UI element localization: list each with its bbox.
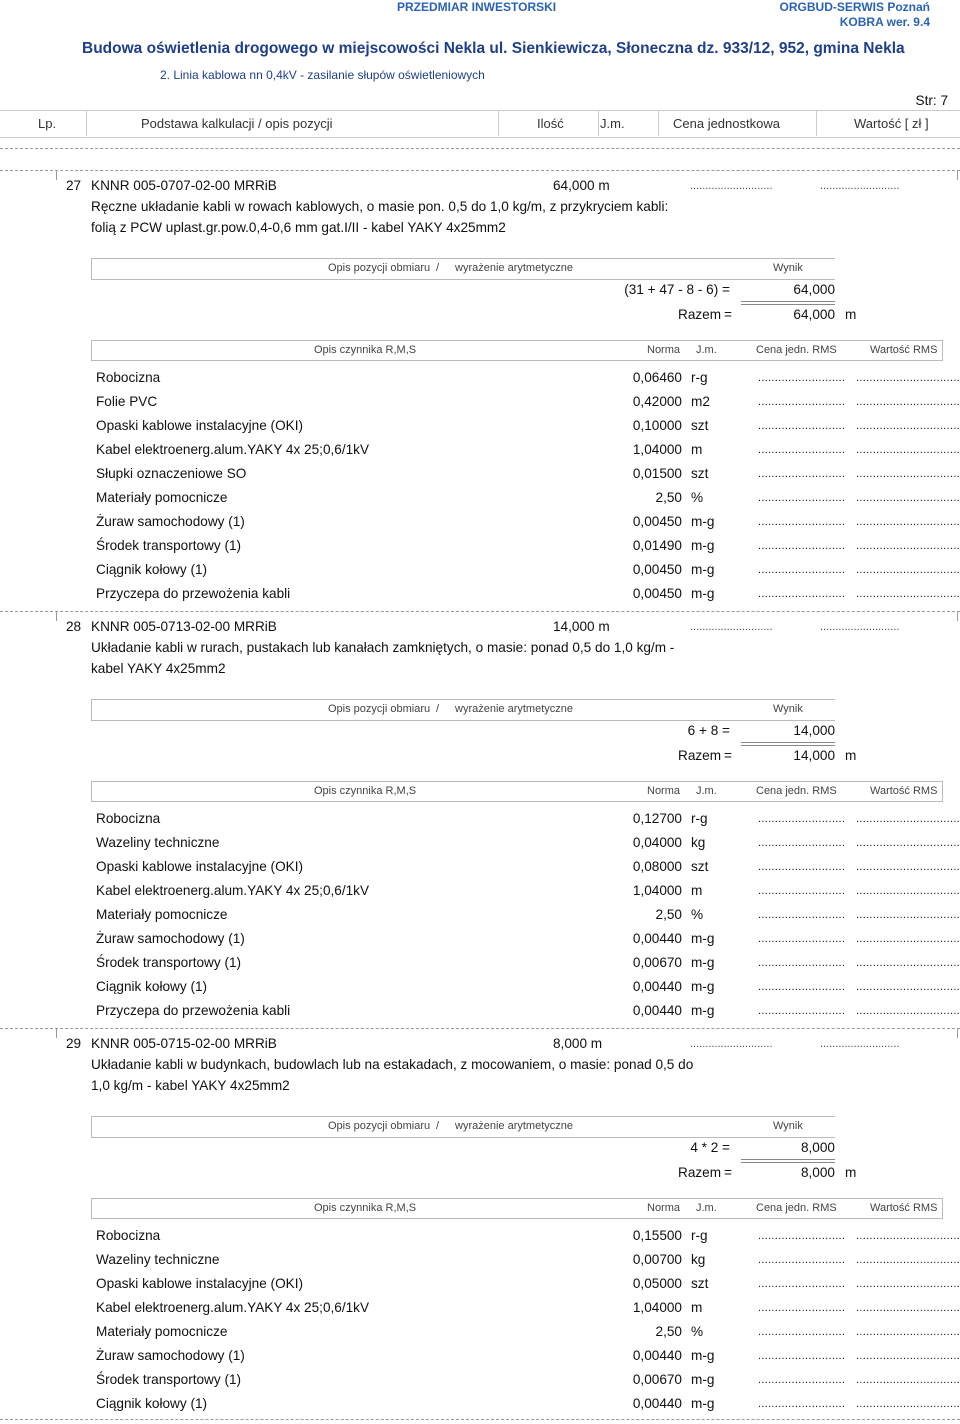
measure-hdr-slash: / [436,1120,440,1132]
factor-value-dots: ............................... [856,396,960,408]
factor-name: Wazeliny techniczne [96,835,220,850]
factor-norm: 1,04000 [632,442,682,457]
measure-hdr-slash: / [436,262,440,274]
measure-result: 14,000 [793,723,835,738]
factor-price-dots: .......................... [758,1326,846,1338]
factor-name: Materiały pomocnicze [96,490,228,505]
factor-unit: m [691,442,703,457]
factor-norm: 0,00440 [632,979,682,994]
factor-unit: % [691,907,704,922]
measure-result: 64,000 [793,282,835,297]
factor-value-dots: ............................... [856,444,960,456]
factor-name: Kabel elektroenerg.alum.YAKY 4x 25;0,6/1kV [96,883,370,898]
factor-hdr-norm: Norma [647,785,681,797]
factor-unit: m-g [691,586,715,601]
factor-price-dots: .......................... [758,933,846,945]
item-lp: 27 [66,178,82,193]
factor-hdr-desc: Opis czynnika R,M,S [314,344,417,356]
factor-value-dots: ............................... [856,492,960,504]
document-title: Budowa oświetlenia drogowego w miejscowości Nekla ul. Sienkiewicza, Słoneczna dz. 933/12, 952, gmina Nekla [82,40,905,57]
factor-value-dots: ............................... [856,1374,960,1386]
factor-unit: m-g [691,1003,715,1018]
factor-norm: 2,50 [655,490,682,505]
factor-norm: 0,06460 [632,370,682,385]
item-description-line1: Układanie kabli w rurach, pustakach lub kanałach zamkniętych, o masie: ponad 0,5 do 1,0 kg/m - [91,640,675,655]
factor-norm: 0,15500 [632,1228,682,1243]
col-lp: Lp. [38,116,57,131]
factor-value-dots: ............................... [856,1005,960,1017]
factor-norm: 0,00670 [632,955,682,970]
factor-unit: szt [691,859,709,874]
item-description-line1: Układanie kabli w budynkach, budowlach lub na estakadach, z mocowaniem, o masie: ponad 0,5 do [91,1057,694,1072]
result-underline [741,1159,835,1163]
factor-value-dots: ............................... [856,933,960,945]
razem-label: Razem [678,748,722,763]
factor-unit: m-g [691,979,715,994]
factor-price-dots: .......................... [758,1230,846,1242]
item-frame-right [957,1028,958,1038]
razem-unit: m [845,1165,857,1180]
factor-price-dots: .......................... [758,909,846,921]
factor-hdr-price: Cena jedn. RMS [756,344,837,356]
factor-price-dots: .......................... [758,1302,846,1314]
col-price: Cena jednostkowa [673,116,780,131]
item-price-dots: ........................... [690,1038,773,1050]
item-qty: 14,000 m [553,619,610,634]
factor-name: Żuraw samochodowy (1) [96,1348,245,1363]
factor-value-dots: ............................... [856,540,960,552]
factor-unit: m-g [691,538,715,553]
factor-name: Wazeliny techniczne [96,1252,220,1267]
item-frame-left [56,170,57,180]
item-code: KNNR 005-0715-02-00 MRRiB [91,1036,277,1051]
result-underline [741,301,835,305]
factor-norm: 0,00440 [632,1348,682,1363]
document-subtitle: 2. Linia kablowa nn 0,4kV - zasilanie słupów oświetleniowych [160,68,485,82]
company-name: ORGBUD-SERWIS Poznań [779,0,930,14]
factor-unit: m-g [691,1396,715,1411]
factor-unit: m-g [691,514,715,529]
factor-norm: 0,01500 [632,466,682,481]
factor-norm: 0,00450 [632,562,682,577]
factor-norm: 0,00700 [632,1252,682,1267]
razem-eq: = [724,1165,732,1180]
factor-name: Kabel elektroenerg.alum.YAKY 4x 25;0,6/1kV [96,442,370,457]
razem-label: Razem [678,1165,722,1180]
factor-price-dots: .......................... [758,1374,846,1386]
factor-price-dots: .......................... [758,588,846,600]
factor-hdr-jm: J.m. [696,1202,717,1214]
factor-norm: 0,00450 [632,514,682,529]
item-separator [0,1028,960,1029]
factor-name: Żuraw samochodowy (1) [96,931,245,946]
factor-name: Opaski kablowe instalacyjne (OKI) [96,1276,304,1291]
measure-hdr-desc: Opis pozycji obmiaru [328,703,431,715]
item-lp: 29 [66,1036,82,1051]
item-frame-left [56,1028,57,1038]
factor-name: Słupki oznaczeniowe SO [96,466,247,481]
razem-eq: = [724,307,732,322]
factor-unit: m [691,883,703,898]
factor-value-dots: ............................... [856,909,960,921]
factor-norm: 0,05000 [632,1276,682,1291]
factor-value-dots: ............................... [856,372,960,384]
factor-name: Żuraw samochodowy (1) [96,514,245,529]
item-separator [0,611,960,612]
measure-hdr-desc: Opis pozycji obmiaru [328,262,431,274]
factor-unit: szt [691,466,709,481]
factor-hdr-norm: Norma [647,1202,681,1214]
factor-unit: % [691,490,704,505]
factor-unit: szt [691,418,709,433]
factor-price-dots: .......................... [758,1398,846,1410]
factor-norm: 0,00670 [632,1372,682,1387]
factor-hdr-desc: Opis czynnika R,M,S [314,785,417,797]
page-bottom-separator [0,1419,960,1420]
factor-norm: 0,01490 [632,538,682,553]
item-separator [0,170,960,171]
measure-hdr-expr: wyrażenie arytmetyczne [455,1120,573,1132]
factor-name: Opaski kablowe instalacyjne (OKI) [96,859,304,874]
factor-name: Środek transportowy (1) [96,955,242,970]
factor-unit: m-g [691,931,715,946]
factor-value-dots: ............................... [856,1254,960,1266]
item-value-dots: .......................... [820,180,900,192]
factor-value-dots: ............................... [856,468,960,480]
factor-hdr-jm: J.m. [696,344,717,356]
factor-norm: 0,00440 [632,1003,682,1018]
factor-value-dots: ............................... [856,420,960,432]
razem-eq: = [724,748,732,763]
factor-hdr-value: Wartość RMS [870,785,938,797]
factor-norm: 0,00440 [632,931,682,946]
factor-price-dots: .......................... [758,837,846,849]
factor-norm: 0,00440 [632,1396,682,1411]
factor-norm: 0,04000 [632,835,682,850]
factor-value-dots: ............................... [856,1398,960,1410]
factor-hdr-jm: J.m. [696,785,717,797]
factor-unit: r-g [691,370,708,385]
factor-price-dots: .......................... [758,564,846,576]
factor-name: Środek transportowy (1) [96,1372,242,1387]
item-description-line1: Ręczne układanie kabli w rowach kablowych, o masie pon. 0,5 do 1,0 kg/m, z przykryciem kabli: [91,199,669,214]
factor-name: Ciągnik kołowy (1) [96,979,208,994]
measure-hdr-result: Wynik [773,1120,803,1132]
factor-value-dots: ............................... [856,1326,960,1338]
factor-value-dots: ............................... [856,957,960,969]
measure-hdr-expr: wyrażenie arytmetyczne [455,262,573,274]
factor-price-dots: .......................... [758,813,846,825]
software-version: KOBRA wer. 9.4 [839,15,930,29]
factor-unit: m [691,1300,703,1315]
factor-name: Materiały pomocnicze [96,907,228,922]
factor-unit: % [691,1324,704,1339]
factor-norm: 0,08000 [632,859,682,874]
factor-value-dots: ............................... [856,861,960,873]
factor-name: Ciągnik kołowy (1) [96,562,208,577]
factor-unit: kg [691,1252,706,1267]
factor-price-dots: .......................... [758,957,846,969]
factor-name: Robocizna [96,1228,161,1243]
factor-name: Kabel elektroenerg.alum.YAKY 4x 25;0,6/1kV [96,1300,370,1315]
factor-value-dots: ............................... [856,837,960,849]
factor-price-dots: .......................... [758,444,846,456]
factor-name: Robocizna [96,811,161,826]
factor-name: Folie PVC [96,394,158,409]
page-number: Str: 7 [915,93,948,108]
factor-norm: 0,12700 [632,811,682,826]
factor-value-dots: ............................... [856,564,960,576]
factor-hdr-value: Wartość RMS [870,344,938,356]
factor-price-dots: .......................... [758,468,846,480]
factor-price-dots: .......................... [758,1350,846,1362]
factor-unit: m-g [691,1372,715,1387]
item-price-dots: ........................... [690,180,773,192]
item-frame-left [56,611,57,621]
item-lp: 28 [66,619,82,634]
item-description-line2: 1,0 kg/m - kabel YAKY 4x25mm2 [91,1078,290,1093]
factor-name: Materiały pomocnicze [96,1324,228,1339]
factor-price-dots: .......................... [758,1254,846,1266]
razem-unit: m [845,307,857,322]
col-basis: Podstawa kalkulacji / opis pozycji [141,116,333,131]
factor-price-dots: .......................... [758,981,846,993]
razem-label: Razem [678,307,722,322]
factor-unit: r-g [691,1228,708,1243]
factor-unit: m2 [691,394,710,409]
factor-price-dots: .......................... [758,540,846,552]
factor-norm: 2,50 [655,907,682,922]
item-code: KNNR 005-0713-02-00 MRRiB [91,619,277,634]
factor-name: Robocizna [96,370,161,385]
factor-name: Ciągnik kołowy (1) [96,1396,208,1411]
factor-unit: kg [691,835,706,850]
item-value-dots: .......................... [820,621,900,633]
item-qty: 64,000 m [553,178,610,193]
col-qty: Ilość [537,116,564,131]
item-frame-right [957,611,958,621]
factor-norm: 2,50 [655,1324,682,1339]
factor-value-dots: ............................... [856,981,960,993]
item-description-line2: kabel YAKY 4x25mm2 [91,661,226,676]
factor-hdr-price: Cena jedn. RMS [756,1202,837,1214]
item-frame-right [957,170,958,180]
report-type: PRZEDMIAR INWESTORSKI [397,0,557,14]
factor-norm: 0,10000 [632,418,682,433]
measure-hdr-slash: / [436,703,440,715]
factor-value-dots: ............................... [856,1230,960,1242]
razem-unit: m [845,748,857,763]
item-code: KNNR 005-0707-02-00 MRRiB [91,178,277,193]
item-description-line2: folią z PCW uplast.gr.pow.0,4-0,6 mm gat.I/II - kabel YAKY 4x25mm2 [91,220,506,235]
factor-value-dots: ............................... [856,1350,960,1362]
factor-unit: m-g [691,955,715,970]
measure-hdr-result: Wynik [773,703,803,715]
measure-result: 8,000 [800,1140,835,1155]
factor-value-dots: ............................... [856,1278,960,1290]
measure-hdr-expr: wyrażenie arytmetyczne [455,703,573,715]
factor-hdr-desc: Opis czynnika R,M,S [314,1202,417,1214]
measure-hdr-result: Wynik [773,262,803,274]
item-value-dots: .......................... [820,1038,900,1050]
factor-hdr-norm: Norma [647,344,681,356]
col-value: Wartość [ zł ] [854,116,929,131]
factor-value-dots: ............................... [856,885,960,897]
factor-norm: 1,04000 [632,883,682,898]
factor-norm: 1,04000 [632,1300,682,1315]
factor-unit: r-g [691,811,708,826]
factor-price-dots: .......................... [758,372,846,384]
item-price-dots: ........................... [690,621,773,633]
factor-norm: 0,00450 [632,586,682,601]
factor-price-dots: .......................... [758,1005,846,1017]
measure-expression: 4 * 2 = [690,1140,730,1155]
factor-unit: m-g [691,1348,715,1363]
factor-value-dots: ............................... [856,588,960,600]
factor-unit: szt [691,1276,709,1291]
razem-value: 64,000 [793,307,835,322]
factor-price-dots: .......................... [758,885,846,897]
factor-price-dots: .......................... [758,1278,846,1290]
factor-name: Środek transportowy (1) [96,538,242,553]
item-qty: 8,000 m [553,1036,603,1051]
factor-price-dots: .......................... [758,396,846,408]
factor-hdr-price: Cena jedn. RMS [756,785,837,797]
factor-price-dots: .......................... [758,420,846,432]
measure-expression: 6 + 8 = [687,723,730,738]
factor-norm: 0,42000 [632,394,682,409]
factor-name: Przyczepa do przewożenia kabli [96,1003,291,1018]
factor-price-dots: .......................... [758,492,846,504]
factor-value-dots: ............................... [856,813,960,825]
razem-value: 8,000 [800,1165,835,1180]
razem-value: 14,000 [793,748,835,763]
col-unit: J.m. [600,116,625,131]
factor-price-dots: .......................... [758,861,846,873]
factor-price-dots: .......................... [758,516,846,528]
factor-name: Opaski kablowe instalacyjne (OKI) [96,418,304,433]
factor-name: Przyczepa do przewożenia kabli [96,586,291,601]
factor-value-dots: ............................... [856,516,960,528]
factor-unit: m-g [691,562,715,577]
factor-hdr-value: Wartość RMS [870,1202,938,1214]
result-underline [741,742,835,746]
measure-hdr-desc: Opis pozycji obmiaru [328,1120,431,1132]
factor-value-dots: ............................... [856,1302,960,1314]
measure-expression: (31 + 47 - 8 - 6) = [624,282,730,297]
